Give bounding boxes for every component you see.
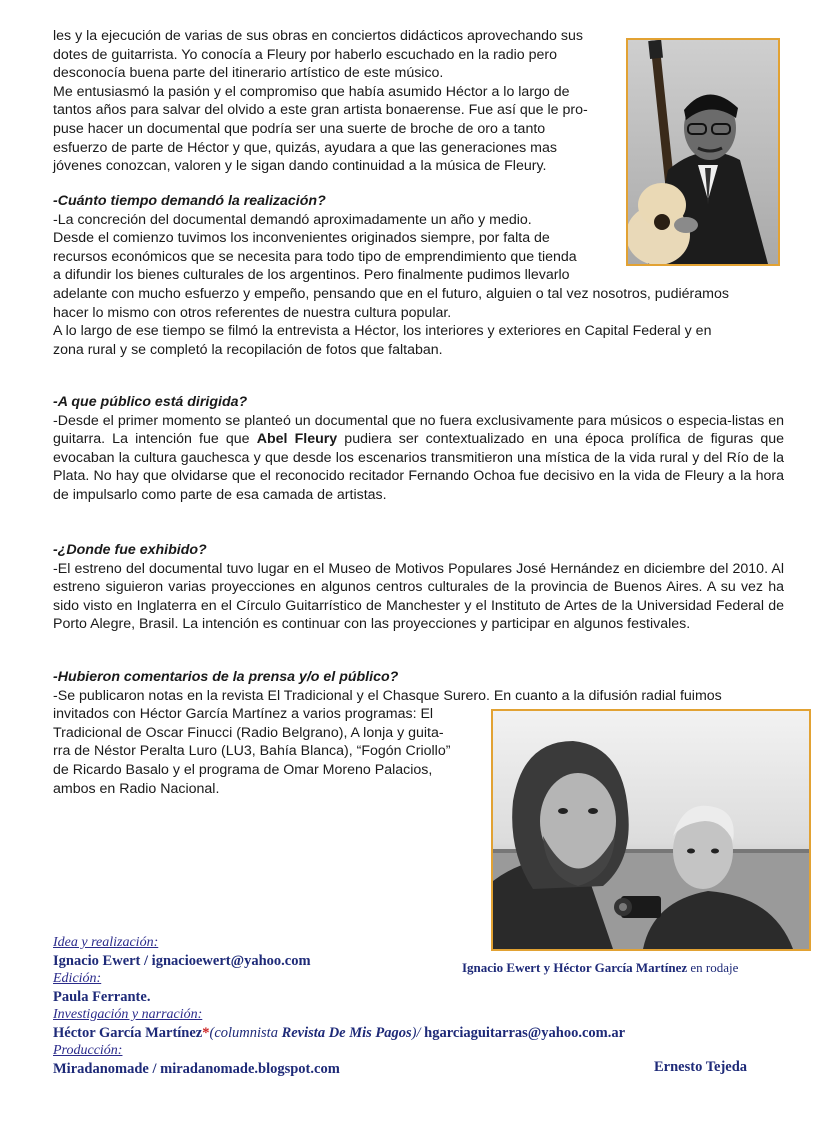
intro-line: les y la ejecución de varias de sus obras en conciertos didácticos aprovechando sus — [53, 28, 583, 44]
intro-line: esfuerzo de parte de Héctor y que, quizás, ayudara a que las generaciones mas — [53, 139, 557, 156]
question-heading: -¿Donde fue exhibido? — [53, 542, 207, 558]
investigator-name: Héctor García Martínez — [53, 1025, 203, 1041]
caption-rest: en rodaje — [687, 960, 739, 975]
credit-label-produccion: Producción: — [53, 1043, 123, 1058]
intro-line: desconocía buena parte del itinerario artístico de este músico. — [53, 65, 444, 82]
intro-line: puse hacer un documental que podría ser una suerte de broche de oro a tanto — [53, 120, 546, 137]
credit-label-investigacion: Investigación y narración: — [53, 1007, 203, 1022]
answer-line: recursos económicos que se necesita para todo tipo de emprendimiento que tienda — [53, 248, 577, 265]
author-signature: Ernesto Tejeda — [654, 1059, 748, 1075]
answer-line: ambos en Radio Nacional. — [53, 780, 220, 797]
intro-paragraphs — [53, 27, 619, 176]
credit-value-idea: Ignacio Ewert / ignacioewert@yahoo.com — [53, 953, 311, 969]
intro-line: Me entusiasmó la pasión y el compromiso que había asumido Héctor a lo largo de — [53, 83, 570, 100]
credit-value-produccion: Miradanomade / miradanomade.blogspot.com — [53, 1061, 340, 1077]
intro-line: dotes de guitarrista. Yo conocía a Fleury por haberlo escuchado en la radio pero — [53, 46, 557, 63]
answer-line: a difundir los bienes culturales de los argentinos. Pero finalmente pudimos llevarlo — [53, 267, 570, 284]
section-audience — [53, 393, 784, 505]
answer-line: adelante con mucho esfuerzo y empeño, pensando que en el futuro, alguien o tal vez nosotros, pudiéramos — [53, 285, 729, 302]
answer-line: rra de Néstor Peralta Luro (LU3, Bahía Blanca), “Fogón Criollo” — [53, 743, 451, 760]
credit-value-investigacion — [53, 1024, 625, 1042]
answer-line: invitados con Héctor García Martínez a varios programas: El — [53, 706, 434, 723]
question-heading: -Cuánto tiempo demandó la realización? — [53, 193, 326, 209]
footnote-star: * — [202, 1025, 210, 1041]
credit-label-idea: Idea y realización: — [53, 935, 159, 950]
credit-label-edicion: Edición: — [53, 971, 102, 986]
question-heading: -Hubieron comentarios de la prensa y/o el público? — [53, 669, 399, 685]
question-heading: -A que público está dirigida? — [53, 394, 248, 410]
section-exhibited — [53, 541, 784, 634]
answer-paragraph: -El estreno del documental tuvo lugar en el Museo de Motivos Populares José Hernández en diciembre del 2010. Al estreno siguieron varias proyecciones en algunos centros culturales de la provincia de Buenos Aires. A su vez ha sido visto en Inglaterra en el Círculo Guitarrístico de Manchester y el Instituto de Artes de la Universidad Federal de Porto Alegre, Brasil. La intención es continuar con las proyecciones y participar en algunos festivales. — [53, 560, 784, 633]
answer-paragraph — [53, 412, 784, 505]
answer-line: Tradicional de Oscar Finucci (Radio Belgrano), A lonja y guita- — [53, 724, 444, 741]
answer-line: zona rural y se completó la recopilación de fotos que faltaban. — [53, 341, 443, 358]
intro-line: tantos años para salvar del olvido a este gran artista bonaerense. Fue así que le pro- — [53, 102, 588, 119]
filming-photo — [491, 709, 811, 951]
credit-value-edicion: Paula Ferrante. — [53, 989, 151, 1005]
answer-line: -Se publicaron notas en la revista El Tradicional y el Chasque Surero. En cuanto a la difusión radial fuimos — [53, 687, 722, 704]
artist-name: Abel Fleury — [256, 431, 338, 448]
caption-names: Ignacio Ewert y Héctor García Martínez — [462, 960, 688, 975]
answer-line: Desde el comienzo tuvimos los inconvenientes originados siempre, por falta de — [53, 230, 550, 247]
columnist-note: (columnista — [209, 1025, 282, 1041]
credits-block — [53, 934, 625, 1078]
investigator-email: hgarciaguitarras@yahoo.com.ar — [424, 1025, 626, 1041]
magazine-name: Revista De Mis Pagos — [281, 1025, 412, 1041]
answer-line: hacer lo mismo con otros referentes de nuestra cultura popular. — [53, 304, 452, 321]
intro-line: jóvenes conozcan, valoren y le sigan dando continuidad a la música de Fleury. — [53, 158, 547, 175]
filming-scene-image — [493, 711, 809, 949]
columnist-note-close: )/ — [411, 1025, 425, 1041]
answer-line: A lo largo de ese tiempo se filmó la entrevista a Héctor, los interiores y exteriores en Capital Federal y en — [53, 323, 712, 340]
answer-line: -La concreción del documental demandó aproximadamente un año y medio. — [53, 211, 532, 228]
answer-line: de Ricardo Basalo y el programa de Omar Moreno Palacios, — [53, 761, 433, 778]
answer-text: -Desde el primer momento se planteó un documental que no fuera exclusivamente para músicos o especia-listas en guitarra. La intención fue que — [53, 412, 784, 448]
answer-text: pudiera ser contextualizado en una época prolífica de figuras que evocaban la cultura gauchesca y que desde los escenarios transmitieron una mística de la vida rural y del Río de la Plata. No hay que olvidarse que el reconocido recitador Fernando Ochoa fue decisivo en la vida de Fleury a la hora de impulsarlo como parte de esa camada de artistas. — [53, 431, 784, 503]
section-duration — [53, 192, 788, 359]
